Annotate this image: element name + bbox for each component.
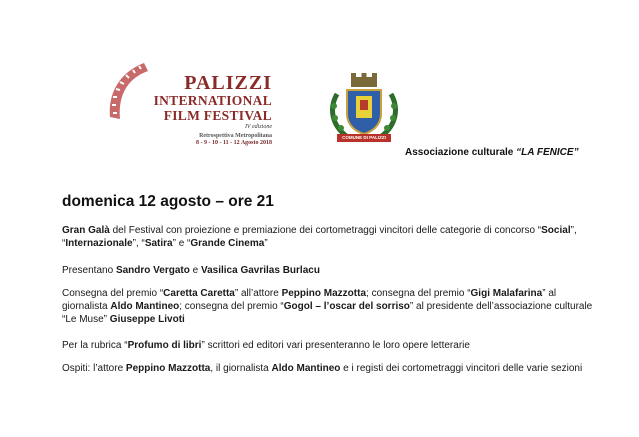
paragraph-awards: Consegna del premio “Caretta Caretta” all’attore Peppino Mazzotta; consegna del premio “Gigi Malafarina” al giornalista Aldo Mantineo; consegna del premio “Gogol – l’oscar del sorriso” al presidente dell’associazione culturale “Le Muse” Giuseppe Livoti: [62, 288, 593, 325]
paragraph-presenters: Presentano Sandro Vergato e Vasilica Gavrilas Burlacu: [62, 265, 320, 276]
paragraph-books: Per la rubrica “Profumo di libri” scrittori ed editori vari presenteranno le loro opere letterarie: [62, 340, 470, 351]
event-heading: domenica 12 agosto – ore 21: [62, 193, 274, 210]
paragraph-gala: Gran Galà del Festival con proiezione e premiazione dei cortometraggi vincitori delle categorie di concorso “Social”, “Internazionale”, “Satira” e “Grande Cinema”: [62, 225, 577, 249]
logo-retrospective: Retrospettiva Metropolitana: [199, 133, 272, 139]
festival-logo: [104, 55, 274, 146]
crest-banner-text: COMUNE DI PALIZZI: [342, 135, 386, 140]
coat-of-arms-icon: [325, 72, 403, 152]
logo-title-film-festival: FILM FESTIVAL: [163, 107, 272, 123]
logo-title-international: INTERNATIONAL: [153, 93, 272, 108]
logo-edition: IV edizione: [244, 124, 272, 130]
logo-dates: 8 - 9 - 10 - 11 - 12 Agosto 2018: [196, 140, 272, 146]
logo-title-palizzi: PALIZZI: [184, 72, 272, 94]
coat-of-arms: [325, 72, 403, 152]
association-name: Associazione culturale “LA FENICE”: [405, 147, 579, 158]
paragraph-guests: Ospiti: l’attore Peppino Mazzotta, il giornalista Aldo Mantineo e i registi dei cortometraggi vincitori delle varie sezioni: [62, 363, 583, 374]
